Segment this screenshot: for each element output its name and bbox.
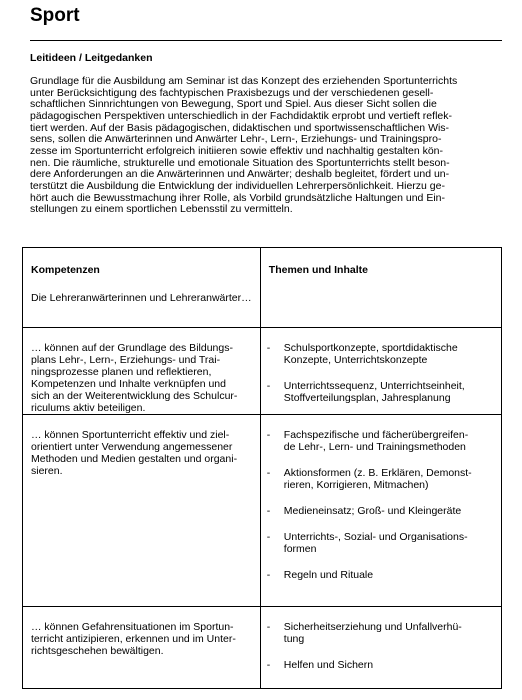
list-item-line: Medieneinsatz; Groß- und Kleingeräte (283, 505, 462, 517)
competency-cell (23, 607, 261, 689)
list-item-line: Unterrichtssequenz, Unterrichtseinheit, (283, 380, 465, 392)
intro-line: schaftlichen Sinnrichtungen von Bewegung, Sport und Spiel. Aus dieser Sicht sollen die (30, 98, 437, 111)
list-item-line: Regeln und Rituale (283, 569, 374, 581)
intro-line: sens, sollen die Anwärterinnen und Anwärter Lehr-, Lern-, Erziehungs- und Trainingspro- (30, 133, 442, 146)
competency-line: … können Sportunterricht effektiv und ziel- (31, 429, 230, 441)
bullet-dash: - (266, 621, 271, 633)
bullet-dash: - (266, 569, 271, 581)
list-item (267, 429, 493, 453)
section-heading: Leitideen / Leitgedanken (30, 52, 153, 64)
list-item-line: Sicherheitserziehung und Unfallverhü- (283, 621, 462, 633)
intro-line: hört auch die Bewusstmachung ihrer Rolle, als Vorbild grundsätzliche Haltungen und Ein- (30, 191, 445, 204)
competency-line: riculums aktiv beteiligen. (31, 402, 146, 414)
table-row (23, 415, 502, 607)
competency-line: terricht antizipieren, erkennen und im Unter- (31, 633, 236, 645)
intro-line: nen. Die räumliche, strukturelle und emotionale Situation des Sportunterrichts stellt beson- (30, 156, 450, 169)
header-cell-competencies (23, 248, 261, 328)
list-item-line: formen (283, 543, 317, 555)
competency-line: richtsgeschehen bewältigen. (31, 645, 164, 657)
topics-list (261, 415, 501, 581)
competency-table (22, 247, 502, 689)
competency-line: sich an der Weiterentwicklung des Schulcur- (31, 390, 238, 402)
list-item-line: Aktionsformen (z. B. Erklären, Demonst- (283, 467, 472, 479)
intro-line: Grundlage für die Ausbildung am Seminar ist das Konzept des erziehenden Sportunterrichts (30, 75, 458, 87)
topics-cell (260, 328, 501, 415)
list-item-line: tung (283, 633, 305, 645)
header-topics: Themen und Inhalte (268, 264, 368, 276)
list-item (267, 380, 493, 404)
competency-line: … können Gefahrensituationen im Sportun- (31, 621, 234, 633)
list-item-line: de Lehr-, Lern- und Trainingsmethoden (283, 441, 466, 453)
topics-list (261, 328, 501, 404)
bullet-dash: - (266, 429, 271, 441)
bullet-dash: - (266, 467, 271, 479)
header-competencies: Kompetenzen (31, 264, 100, 276)
bullet-dash: - (266, 380, 271, 392)
competency-line: … können auf der Grundlage des Bildungs- (31, 342, 233, 354)
list-item-line: Schulsportkonzepte, sportdidaktische (283, 342, 458, 354)
intro-line: stellungen zu einem sportlichen Lebensstil zu vermitteln. (30, 203, 293, 216)
bullet-dash: - (266, 659, 271, 671)
title-divider (30, 40, 502, 41)
competency-cell (23, 328, 261, 415)
page-title: Sport (30, 5, 80, 26)
competency-line: plans Lehr-, Lern-, Erziehungs- und Trai- (31, 354, 221, 366)
intro-line: zesse im Sportunterricht erfolgreich initiieren sowie effektiv und nachhaltig gestalten kön- (30, 144, 444, 157)
intro-line: tiert werden. Auf der Basis pädagogischen, didaktischen und sportwissenschaftlichen Wis- (30, 121, 450, 134)
list-item (267, 659, 493, 671)
competency-line: Kompetenzen und Inhalte verknüpfen und (31, 378, 226, 390)
list-item-line: rieren, Korrigieren, Mitmachen) (283, 479, 429, 491)
competency-line: sieren. (31, 465, 63, 477)
intro-line: pädagogischen Perspektiven unterschiedlich in der Fachdidaktik erprobt und vertieft reflek- (30, 109, 452, 122)
intro-line: terstützt die Ausbildung die Entwicklung der individuellen Lehrerpersönlichkeit. Hierzu ge- (30, 179, 445, 192)
list-item (267, 342, 493, 366)
list-item-line: Helfen und Sichern (283, 659, 374, 671)
competency-line: ningsprozesse planen und reflektieren, (31, 366, 212, 378)
intro-line: unter Berücksichtigung des fachtypischen Praxisbezugs und der verschiedenen gesell- (30, 86, 434, 99)
competency-line: Methoden und Medien gestalten und organi- (31, 453, 238, 465)
intro-line: dere Anforderungen an die Anwärterinnen und Anwärter; deshalb begleitet, fördert und un- (30, 168, 450, 181)
header-competencies-subtitle: Die Lehreranwärterinnen und Lehreranwärter… (31, 292, 252, 304)
intro-paragraph (30, 76, 500, 216)
list-item (267, 531, 493, 555)
list-item-line: Unterrichts-, Sozial- und Organisations- (283, 531, 468, 543)
list-item (267, 569, 493, 581)
bullet-dash: - (266, 505, 271, 517)
competency-cell (23, 415, 261, 607)
topics-cell (260, 415, 501, 607)
list-item-line: Stoffverteilungsplan, Jahresplanung (283, 392, 451, 404)
bullet-dash: - (266, 342, 271, 354)
table-header-row (23, 248, 502, 328)
list-item-line: Fachspezifische und fächerübergreifen- (283, 429, 469, 441)
header-cell-topics (260, 248, 501, 328)
list-item-line: Konzepte, Unterrichtskonzepte (283, 354, 428, 366)
table-row (23, 607, 502, 689)
list-item (267, 467, 493, 491)
list-item (267, 505, 493, 517)
bullet-dash: - (266, 531, 271, 543)
topics-list (261, 607, 501, 671)
topics-cell (260, 607, 501, 689)
competency-line: orientiert unter Verwendung angemessener (31, 441, 233, 453)
table-row (23, 328, 502, 415)
list-item (267, 621, 493, 645)
